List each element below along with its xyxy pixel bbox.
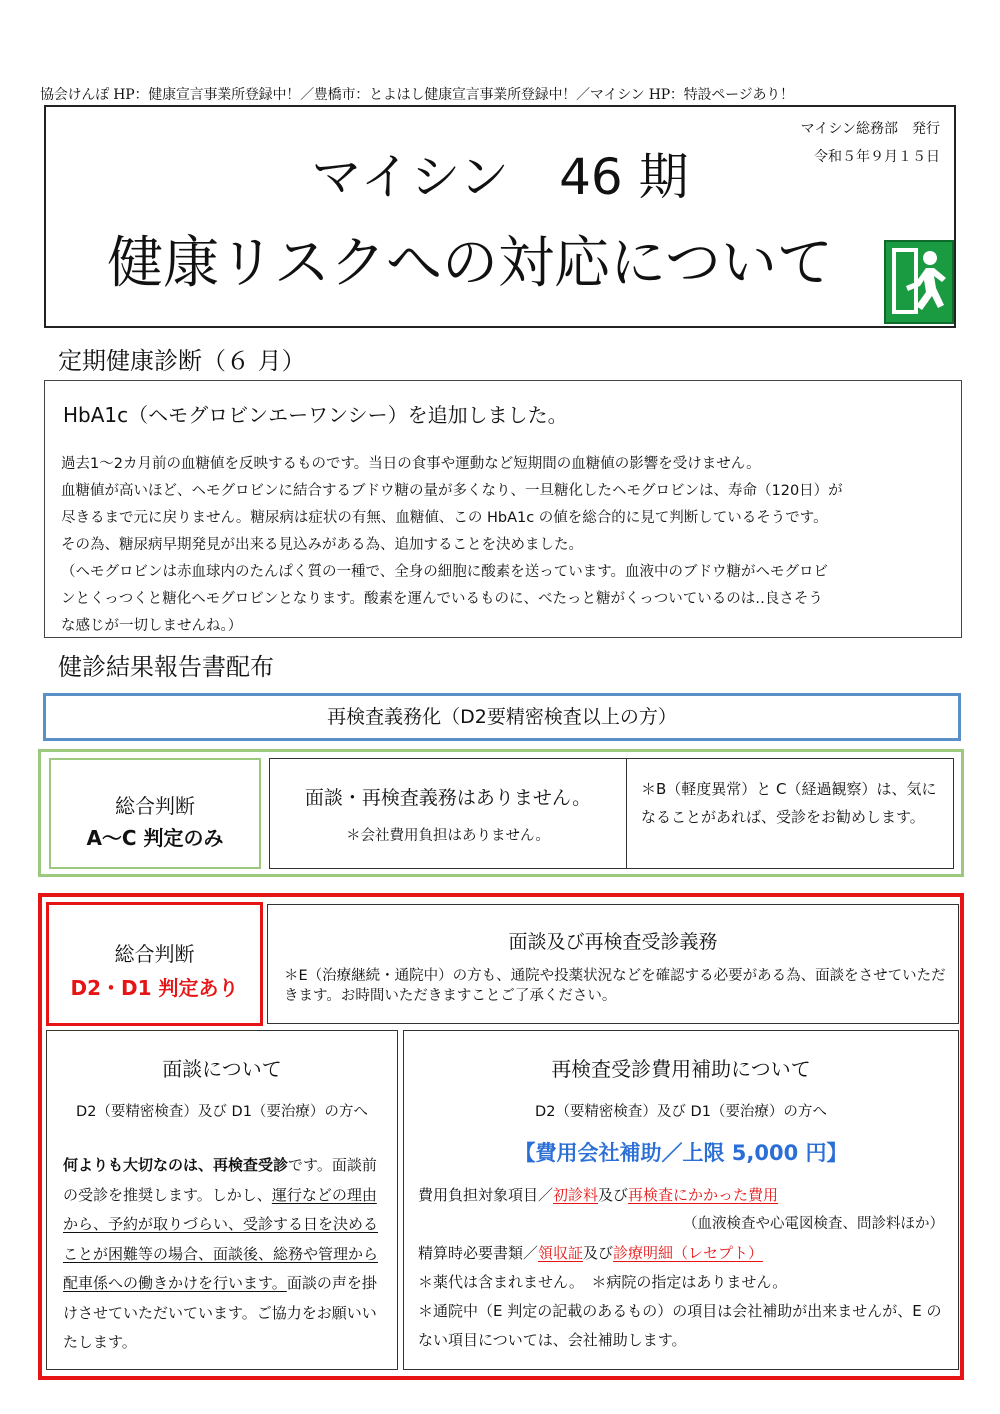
- covered-item-recheck: 再検査にかかった費用: [628, 1186, 779, 1204]
- judgment-label-line1: 総合判断: [114, 942, 195, 966]
- covered-items-line: [418, 1181, 948, 1210]
- issuer: マイシン総務部 発行: [800, 121, 940, 137]
- judgment-label-line1: 総合判断: [115, 794, 195, 818]
- required-docs-line: [418, 1239, 948, 1268]
- hba1c-description: [61, 451, 951, 640]
- paragraph-line: な感じが一切しませんね。）: [61, 618, 243, 634]
- obligation-cell: [267, 904, 959, 1024]
- paragraph-line: その為、糖尿病早期発見が出来る見込みがある為、追加することを決めました。: [61, 537, 583, 553]
- subsidy-cell: [403, 1030, 959, 1370]
- interview-body: [63, 1151, 385, 1358]
- interview-text-b: 面談の声を掛けさせていただいています。ご協力をお願いいたします。: [63, 1274, 377, 1351]
- top-notice-line: 協会けんぽ HP：健康宣言事業所登録中！／豊橋市：とよはし健康宣言事業所登録中！／マイシン HP：特設ページあり！: [40, 87, 794, 103]
- judgment-a-c-label: [49, 758, 261, 869]
- subsidy-note-1: ＊薬代は含まれません。 ＊病院の指定はありません。: [418, 1273, 788, 1291]
- covered-items-and: 及び: [598, 1186, 629, 1204]
- e-patient-note: ＊E（治療継続・通院中）の方も、通院や投薬状況などを確認する必要がある為、面談をさせていただきます。お時間いただきますことご了承ください。: [284, 968, 946, 1004]
- subsidy-note-2: ＊通院中（E 判定の記載のあるもの）の項目は会社補助が出来ませんが、E のない項目については、会社補助します。: [418, 1302, 942, 1349]
- paragraph-line: （ヘモグロビンは赤血球内のたんぱく質の一種で、全身の細胞に酸素を送っています。血液中のブドウ糖がヘモグロビ: [61, 564, 829, 580]
- subsidy-limit: 【費用会社補助／上限 5,000 円】: [514, 1141, 848, 1165]
- covered-items-label: 費用負担対象項目／: [418, 1186, 554, 1204]
- mandatory-recheck-banner: 再検査義務化（D2要精密検査以上の方）: [43, 693, 961, 741]
- no-cost-note: ＊会社費用負担はありません。: [346, 828, 550, 844]
- required-docs-label: 精算時必要書類／: [418, 1244, 539, 1262]
- red-frame-d2-d1: [38, 893, 964, 1380]
- issue-date: 令和５年９月１５日: [814, 149, 940, 165]
- title-line1: マイシン 46 期: [311, 148, 689, 206]
- section1-heading: 定期健康診断（６ 月）: [58, 347, 306, 375]
- required-doc-statement: 診療明細（レセプト）: [613, 1244, 764, 1262]
- b-c-advice-text: ＊B（軽度異常）と C（経過観察）は、気になることがあれば、受診をお勧めします。: [641, 780, 937, 826]
- judgment-label-line2: D2・D1 判定あり: [70, 976, 239, 1000]
- paragraph-line: 血糖値が高いほど、ヘモグロビンに結合するブドウ糖の量が多くなり、一旦糖化したヘモグロビンは、寿命（120日）が: [61, 483, 843, 499]
- judgment-d-label: [46, 902, 263, 1026]
- judgment-label-line2: A～C 判定のみ: [86, 826, 224, 850]
- paragraph-line: 尽きるまで元に戻りません。糖尿病は症状の有無、血糖値、この HbA1c の値を総合的に見て判断しているそうです。: [61, 510, 828, 526]
- interview-text-a: です。面談前の受診を推奨します。しかし、: [63, 1156, 377, 1204]
- b-c-advice-cell: [626, 758, 954, 869]
- section2-heading: 健診結果報告書配布: [58, 653, 274, 681]
- subsidy-body: [418, 1181, 948, 1355]
- hba1c-box: [44, 380, 962, 638]
- required-docs-and: 及び: [583, 1244, 614, 1262]
- interview-cell: [46, 1030, 398, 1370]
- subsidy-title: 再検査受診費用補助について: [551, 1057, 811, 1081]
- interview-emphasis: 何よりも大切なのは、再検査受診: [63, 1156, 289, 1174]
- interview-underlined: 運行などの理由から、予約が取りづらい、受診する日を決めることが困難等の場合、面談後、総務や管理から配車係への働きかけを行います。: [63, 1185, 379, 1292]
- hba1c-title: HbA1c（ヘモグロビンエーワンシー）を追加しました。: [63, 403, 568, 427]
- subsidy-target: D2（要精密検査）及び D1（要治療）の方へ: [535, 1104, 827, 1120]
- interview-target: D2（要精密検査）及び D1（要治療）の方へ: [76, 1104, 368, 1120]
- green-frame-a-c: [38, 749, 964, 877]
- no-obligation-cell: [269, 758, 627, 869]
- emergency-exit-icon: [884, 240, 954, 324]
- obligation-title: 面談及び再検査受診義務: [508, 931, 718, 953]
- interview-title: 面談について: [162, 1057, 282, 1081]
- title-box: [44, 105, 956, 328]
- title-line2: 健康リスクへの対応について: [107, 231, 833, 296]
- paragraph-line: ンとくっつくと糖化ヘモグロビンとなります。酸素を運んでいるものに、べたっと糖がくっついているのは‥良さそう: [61, 591, 823, 607]
- no-obligation-text: 面談・再検査義務はありません。: [304, 787, 592, 809]
- covered-item-first-visit: 初診料: [553, 1186, 599, 1204]
- required-doc-receipt: 領収証: [538, 1244, 584, 1262]
- paragraph-line: 過去1～2カ月前の血糖値を反映するものです。当日の食事や運動など短期間の血糖値の影響を受けません。: [61, 456, 761, 472]
- covered-items-note: （血液検査や心電図検査、問診料ほか）: [683, 1216, 944, 1232]
